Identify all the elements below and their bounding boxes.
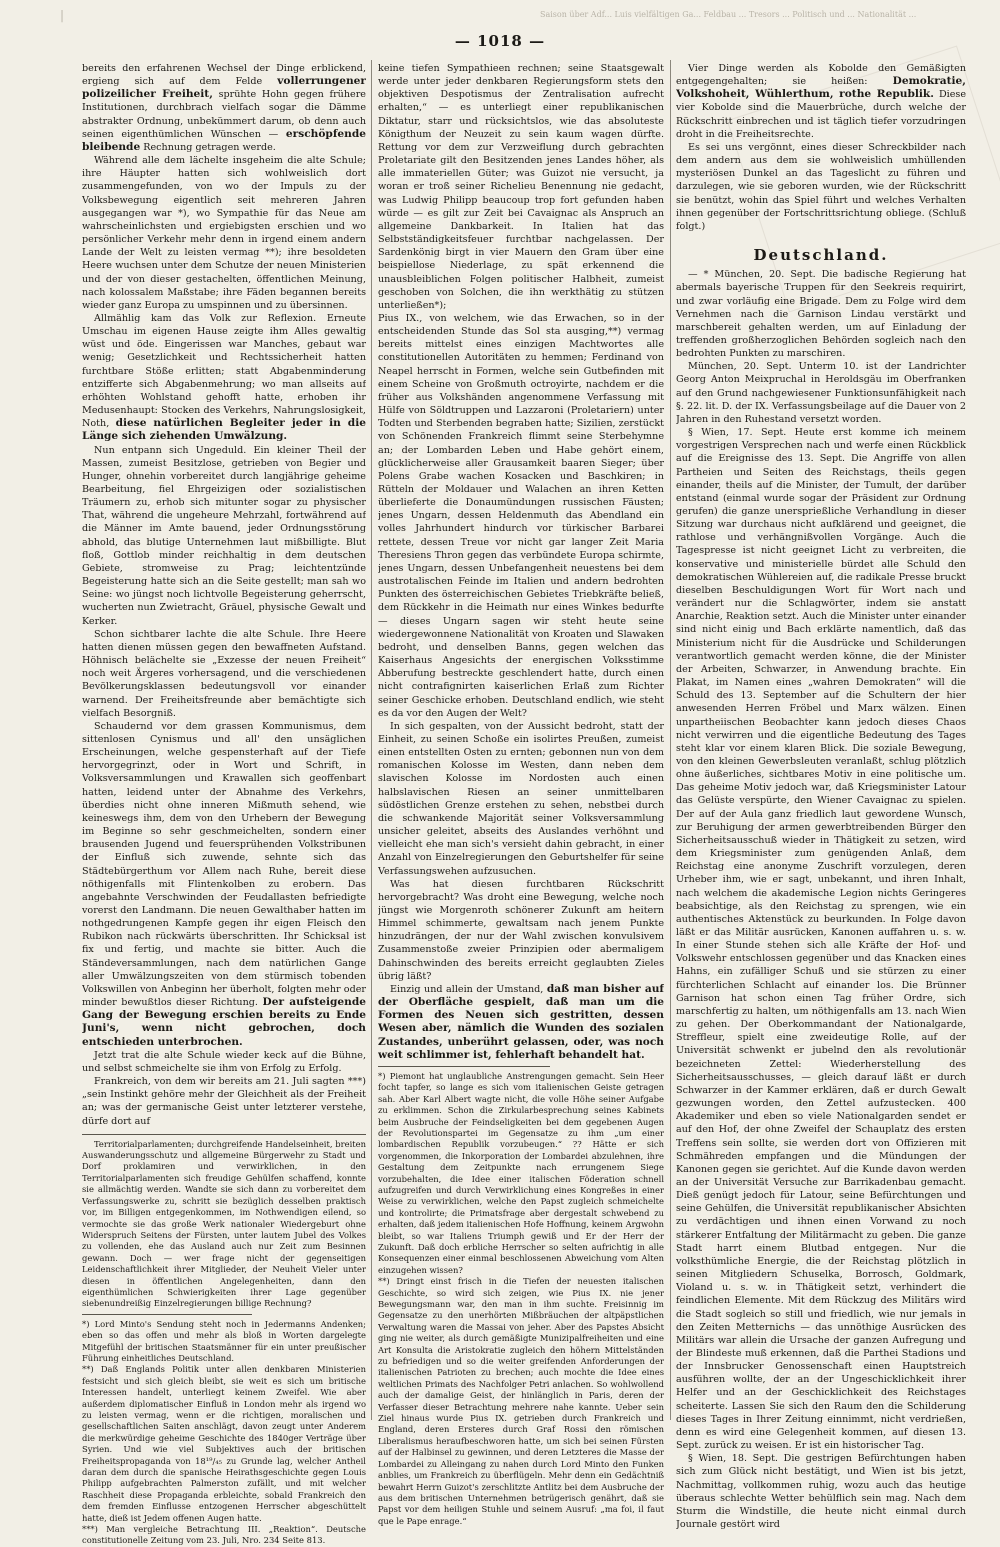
paragraph (676, 62, 966, 141)
text-run: Vier Dinge werden als Kobolde den Gemäßigten entgegengehalten; sie heißen: (676, 63, 966, 88)
paragraph (676, 141, 966, 233)
paragraph: Was hat diesen furchtbaren Rückschritt hervorgebracht? Was droht eine Bewegung, welche noch jüngst wie Morgenroth schönerer Zukunft am heitern Himmel schimmerte, gewaltsam nach jenem Punkte hinzudrängen, der nur der Wahl zwischen konvulsivem Zusammenstoße zweier Prinzipien oder abermaligem Dahinschwinden des bereits erreicht geglaubten Zieles übrig läßt? (378, 878, 664, 982)
news-item: — * München, 20. Sept. Die badische Regierung hat abermals bayerische Truppen für den Seekreis requirirt, und zwar vorläufig eine Brigade. Dem zu Folge wird dem Vernehmen nach die Garnison Lindau verstärkt und marschbereit gehalten werden, um auf Einladung der treffenden großherzoglichen Behörden sogleich nach den bedrohten Punkten zu marschiren. (676, 269, 966, 360)
column-2 (378, 62, 664, 1527)
paragraph: Jetzt trat die alte Schule wieder keck auf die Bühne, und selbst schmeichelte sie ihm von Erfolg zu Erfolg. (82, 1049, 366, 1074)
continuation-note: (Schluß folgt.) (676, 207, 966, 232)
footnote: **) Dringt einst frisch in die Tiefen der neuesten italischen Geschichte, so wird sich zeigen, wie Pius IX. nie jener Bewegungsmann war, den man in ihm suchte. Freisinnig im Gegensatze zu den unerhörten Mißbräuchen der altpäpstlichen Verwaltung waren die Massai von jeher. Aber des Papstes Absicht ging nie weiter, als durch gemäßigte Munizipalfreiheiten und eine Art Konsulta die Aristokratie zugleich den höhern Mittelständen zu befriedigen und so die weiter greifenden Anforderungen der italienischen Patrioten zu brechen; auch mochte die Idee eines weltlichen Primats des Nachfolger Petri anlachen. So wohlwollend auch der damalige Geist, der hinlänglich in Paris, deren der Verfasser dieser Betrachtung mehrere nahe kannte. Ueber sein Ziel hinaus wurde Pius IX. getrieben durch Frankreich und England, deren Ersteres durch Graf Rossi den römischen Liberalismus heraufbeschworen hatte, um sich bei seinen Fürsten auf der Halbinsel zu gewinnen, und deren Letzteres die Masse der Lombardei zu Alleingang zu nahen durch Lord Minto den Funken anblies, um Frankreich zu überflügeln. Mehr denn ein Gedächtniß bewahrt Herrn Guizot's zerschlitzte Antlitz bei dem Ausbruche der aus dem britischen Unternehmen betrügerisch genährt, daß sie Papst vor dem heiligen Stuhle und seinem Ausruf: „ma foi, il faut que le Pape enrage.“ (378, 1276, 664, 1526)
emphasis-text: erschöpfende bleibende (82, 127, 366, 153)
section-heading: Deutschland. (753, 246, 889, 265)
paragraph: Während alle dem lächelte insgeheim die alte Schule; ihre Häupter hatten sich wohlweislich dort zusammengefunden, von wo der Impuls zu der Volksbewegung eigentlich seit mehreren Jahren ausgegangen war *), wo Sympathie für das Neue am wahrscheinlichsten und ergiebigsten erschien und wo persönlicher Verkehr mehr denn in irgend einem andern Lande der Welt zu leisten vermag **); ihre besoldeten Heere wuchsen unter dem Schutze der neuen Ministerien und der von dieser gestachelten, öffentlichen Meinung, nach kolossalem Maßstabe; ihre Fäden begannen bereits wieder ganz Europa zu umspinnen und zu übersinnen. (82, 155, 366, 311)
bleed-through-text: Saison über Adf... Luis vielfältigen Ga... Feldbau ... Tresors ... Politisch und ... Nationalität ... (540, 10, 917, 19)
emphasis-text: daß man bisher auf der Oberfläche gespielt, daß man um die Formen des Neuen sich gestritten, dessen Wesen aber, nämlich die Wunden des sozialen Zustandes, unberührt gelassen, oder, was noch weit schlimmer ist, fehlerhaft behandelt hat. (378, 982, 664, 1061)
news-item: § Wien, 17. Sept. Heute erst komme ich meinem vorgestrigen Versprechen nach und werfe einen Rückblick auf die Ereignisse des 13. Sept. Die Angriffe von allen Partheien und Seiten des Reichstags, theils gegen einander, theils auf die Minister, der Tumult, der darüber entstand (einmal wurde sogar der Präsident zur Ordnung gerufen) die ganze unersprießliche Verhandlung in dieser Sitzung war durchaus nicht aufklärend und geeignet, die rathlose und verhängnißvollen Vorgänge. Auch die Tagespresse ist nicht geeignet Licht zu verbreiten, die konservative und ministerielle bürdet alle Schuld den demokratischen Wühlereien auf, die radikale Presse bruckt dieselben Beschuldigungen Wort für Wort nach und verändert nur die Schlagwörter, indem sie anstatt Anarchie, Reaktion setzt. Auch die Minister unter einander sind nicht einig und Bach erklärte namentlich, daß das Ministerium nicht für die Ausdrücke und Schilderungen verantwortlich gemacht werden könne, die der Minister der Arbeiten, Schwarzer, in Anwendung brachte. Ein Plakat, im Namen eines „wahren Demokraten“ will die Schuld des 13. September auf die Schultern der hier anwesenden Herren Fröbel und Marx wälzen. Einen unpartheiischen Beobachter kann jedoch dieses Chaos nicht verwirren und die eigentliche Bedeutung des Tages steht klar vor einem klaren Blick. Die soziale Bewegung, von den kleinen Gewerbsleuten veranlaßt, schlug plötzlich ohne äußerliches, sichtbares Motiv in eine politische um. Das geheime Motiv jedoch war, daß Kriegsminister Latour das Gelüste verspürte, den Wiener Cavaignac zu spielen. Der auf der Aula ganz friedlich laut gewordene Wunsch, zur Beruhigung der armen gewerbtreibenden Bürger den Sicherheitsausschuß wieder in Thätigkeit zu setzen, wird dem Kriegsminister zum genügenden Anlaß, dem Reichstag eine anonyme Zuschrift vorzulegen, deren Urheber ihm, wie er sagt, unbekannt, und ihren Inhalt, nach welchem die akademische Legion nichts Geringeres beabsichtige, als den Reichstag zu sprengen, wie ein authentisches Aktenstück zu beurkunden. In Folge davon läßt er das Militär ausrücken, Kanonen auffahren u. s. w. In einer Stunde stehen sich alle Kräfte der Hof- und Volkswehr entschlossen gegenüber und das Knacken eines Hahns, ein zufälliger Schuß und sie stürzen zu einer fürchterlichen Schlacht auf einander los. Die Brünner Garnison hat schon einen Tag früher Ordre, sich marschfertig zu halten, um nöthigenfalls am 13. nach Wien zu gehen. Der Oberkommandant der Nationalgarde, Streffleur, spielt eine zweideutige Rolle, auf der Universität schwenkt er jubelnd den als revolutionär bezeichneten Zettel: Wiederherstellung des Sicherheitsausschusses, — gleich darauf läßt er durch Schwarzer in der Kammer erklären, daß er durch Gewalt gezwungen worden, den Zettel aufzustecken. 400 Akademiker und eben so viele Nationalgarden sendet er auf den Hof, der ohne Zweifel der Schauplatz des ersten Treffens sein sollte, sie werden dort von Offizieren mit Schmähreden empfangen und die Mündungen der Kanonen gegen sie gerichtet. Auf die Kunde davon werden an der Universität Versuche zur Barrikadenbau gemacht. Dieß genügt jedoch für Latour, seine Befürchtungen und seine Gehülfen, die Universität republikanischer Absichten zu verdächtigen und ihnen einen Vorwand zu noch stärkerer Entfaltung der Militärmacht zu geben. Die ganze Stadt harrt einem Blutbad entgegen. Nur die volksthümliche Energie, die der Reichstag plötzlich in seinen Mitgliedern Schuselka, Borrosch, Goldmark, Violand u. s. w. in Thätigkeit setzt, verhindert die feindlichen Elemente. Mit dem Rückzug des Militärs wird die Stadt sogleich so still und friedlich, wie nur jemals in den Zeiten Metternichs — das unnöthige Ausrücken des Militärs war allein die Ursache der ganzen Aufregung und der Blindeste muß erkennen, daß die Parthei Stadions und der Innsbrucker Genossenschaft einen Hauptstreich ausführen wollte, der an der Ungeschicklichkeit ihrer Helfer und an der Geschicklichkeit des Reichstages scheiterte. Lassen Sie sich den Raum den die Schilderung dieses Tages in Ihrer Zeitung einnimmt, nicht verdrießen, denn es wird eine Gelegenheit kommen, auf diesen 13. Sept. zurück zu weisen. Er ist ein historischer Tag. (676, 427, 966, 1452)
emphasis-text: vollerrungener polizeilicher Freiheit, (82, 75, 366, 101)
text-run: Diese vier Kobolde sind die Mauerbrüche, durch welche der Rückschritt einbrechen und ist täglich tiefer vorzudringen droht in die Freiheitsrechte. (676, 89, 966, 140)
footnote: ***) Man vergleiche Betrachtung III. „Reaktion“. Deutsche constitutionelle Zeitung vom 23. Juli, Nro. 234 Seite 813. (82, 1524, 366, 1546)
column-1 (82, 62, 366, 1547)
text-run: sprühte Hohn gegen frühere Institutionen, durchbrach vielfach sogar die Dämme abstrakter Ordnung, unbekümmert darum, ob denn auch seinen eigenthümlichen Wünschen — (82, 89, 366, 140)
paragraph: Schon sichtbarer lachte die alte Schule. Ihre Heere hatten dienen müssen gegen den bewaffneten Aufstand. Höhnisch belächelte sie „Exzesse der neuen Freiheit“ noch weit Ärgeres vorhersagend, und die verschiedenen Bevölkerungsklassen bedeutungsvoll vor einander warnend. Der Freiheitsfreunde aber bemächtigte sich vielfach Besorgniß. (82, 628, 366, 719)
footnote: **) Daß Englands Politik unter allen denkbaren Ministerien festsicht und sich gleich bleibt, sie weit es sich um britische Interessen handelt, unterliegt keinem Zweifel. Wie aber außerdem diplomatischer Einfluß in London mehr als irgend wo zu leisten vermag, wenn er die richtigen, moralischen und gesellschaftlichen Saiten anschlägt, davon zeugt unter Anderem die merkwürdige geheime Geschichte des 1840ger Verträge über Syrien. Und wie viel Subjektives auch der britischen Freiheitspropaganda von 18¹⁹/₄₅ zu Grunde lag, welcher Antheil daran dem durch die spanische Heirathsgeschichte gegen Louis Philipp aufgebrachten Palmerston zufällt, und mit welcher Raschheit diese Propaganda erbleichte, sobald Frankreich den dem fremden Einflusse entzogenen Herrscher abgeschüttelt hatte, dieß ist Jedem offenen Augen hatte. (82, 1364, 366, 1523)
text-run: Rechnung getragen werde. (143, 141, 276, 153)
paragraph: keine tiefen Sympathieen rechnen; seine Staatsgewalt werde unter jeder denkbaren Regierungsform stets den objektiven Despotismus der Zentralisation aufrecht erhalten,“ — es unterliegt einer republikanischen Diktatur, starr und rücksichtslos, wie das absoluteste Königthum der Neuzeit zu sein kaum wagen dürfte. Rettung vor dem zur Verzweiflung durch gebrachten Proletariate gilt den Besitzenden jenes Landes höher, als alle immateriellen Güter; was Guizot nie versucht, ja woran er troß seiner Richelieu Benennung nie gedacht, was Ludwig Philipp beaucoup trop fort gefunden haben würde — es gilt zur Zeit bei Cavaignac als Anspruch an allgemeine Dankbarkeit. In Italien hat das Selbstständigkeitsfeuer furchtbar nachgelassen. Der Sardenkönig birgt in vier Mauern den Gram über eine beispiellose Niederlage, zu spät erkennend die unausbleiblichen Folgen politischer Halbheit, zumeist geschoben von Solchen, die ihn werkthätig zu stützen unterließen*); (378, 63, 664, 311)
paragraph (82, 62, 366, 154)
news-item: § Wien, 18. Sept. Die gestrigen Befürchtungen haben sich zum Glück nicht bestätigt, und Wien ist bis jetzt, Nachmittag, vollkommen ruhig, wozu auch das heutige überaus schlechte Wetter behülflich sein mag. Nach dem Sturm die Windstille, die heute nicht einmal durch Journale gestört wird (676, 1453, 966, 1531)
footnote-divider (82, 1134, 366, 1135)
column-3 (676, 62, 966, 1531)
emphasis-text: Demokratie, Volkshoheit, Wühlerthum, rothe Republik. (676, 75, 966, 101)
footnote: *) Lord Minto's Sendung steht noch in Jedermanns Andenken; eben so das offen und mehr als bloß in Worten dargelegte Mitgefühl der britischen Staatsmänner für ein unter preußischer Führung einheitliches Deutschland. (82, 1318, 366, 1363)
paragraph (378, 983, 664, 1062)
paragraph (82, 312, 366, 444)
paragraph: Nun entpann sich Ungeduld. Ein kleiner Theil der Massen, zumeist Besitzlose, getrieben von Begier und Hunger, ohnehin vorbereitet durch langjährige geheime Bearbeitung, fiel Ehrgeizigen oder sozialistischen Träumern zu, erhob sich mitunter sogar zu physischer That, während die ungeheure Mehrzahl, fortwährend auf die Männer im Amte bauend, jeder Ordnungsstörung abhold, das blutige Unternehmen laut mißbilligte. Blut floß, Gottlob minder reichhaltig in dem deutschen Gebiete, stromweise zu Prag; leichtentzünde Begeisterung hatte sich an die Seite gestellt; man sah wo Seine: wo jüngst noch lichtvolle Begeisterung geherrscht, wucherten nun Zwietracht, Gräuel, physische Gewalt und Kerker. (82, 444, 366, 627)
page-number: — 1018 — (454, 32, 546, 50)
text-run: Es sei uns vergönnt, eines dieser Schreckbilder nach dem andern aus dem sie wohlweislich umhüllenden mysteriösen Dunkel an das Tageslicht zu führen und darzulegen, wie sie geboren wurden, wie der Rückschritt sie benützt, wohin das Spiel führt und welches Verhalten ihnen gegenüber der Fortschrittsrichtung obliege. (676, 141, 966, 219)
text-run: bereits den erfahrenen Wechsel der Dinge erblickend, ergieng sich auf dem Felde (82, 63, 366, 88)
column-rule (670, 60, 671, 1420)
text-run: Einzig und allein der Umstand, (390, 983, 544, 995)
column-rule (371, 60, 372, 1420)
footnote-divider (82, 1314, 252, 1315)
text-run: Allmählig kam das Volk zur Reflexion. Erneute Umschau im eigenen Hause zeigte ihm Alles gewaltig wüst und öde. Eingerissen war Manches, gebaut war wenig; Gesetzlichkeit und Rechtssicherheit hatten furchtbare Stöße erlitten; statt Abgabenminderung entzifferte sich Abgabenmehrung; wo man allseits auf erhöhten Wohlstand gehofft hatte, erhoben ihr Medusenhaupt: Stocken des Verkehrs, Nahrungslosigkeit, Noth, (82, 312, 366, 430)
footnote-divider (378, 1066, 550, 1067)
emphasis-text: diese natürlichen Begleiter jeder in die Länge sich ziehenden Umwälzung. (82, 417, 366, 443)
paragraph: Frankreich, von dem wir bereits am 21. Juli sagten ***) „sein Instinkt gehöre mehr der Gleichheit als der Freiheit an; was der germanische Geist unter letzterer verstehe, dürfe dort auf (82, 1076, 366, 1127)
text-run: Schaudernd vor dem grassen Kommunismus, dem sittenlosen Cynismus und all' den unsäglichen Erscheinungen, welche gespensterhaft auf der Tiefe hervorgegrinzt, oder in Wort und Schrift, in Volksversammlungen und Krawallen sich geoffenbart hatten, leidend unter der Abnahme des Verkehrs, überdies nicht ohne inneren Mißmuth sehend, wie keineswegs ihm, dem von den Urhebern der Bewegung im Beginne so sehr geschmeichelten, sondern einer brausenden Jugend und feuersprühenden Volkstribunen der Einfluß sich zuwende, sehnte sich das Städtebürgerthum vor Allem nach Ruhe, bereit diese nöthigenfalls mit Flintenkolben zu erobern. Das angebahnte Verschwinden der Feudallasten befriedigte vorerst den Landmann. Die neuen Gewalthaber hatten im nothgedrungenen Kampfe gegen ihr eigen Fleisch den Rubikon nach rückwärts überschritten. Ihr Schicksal ist fix und fertig, und machte sie bitter. Auch die Ständeversammlungen, nach dem natürlichen Gange aller Umwälzungszeiten von dem stürmisch tobenden Volkswillen von Anbeginn her überholt, folgten mehr oder minder bewußtlos dieser Richtung. (82, 720, 366, 1009)
news-item: München, 20. Sept. Unterm 10. ist der Landrichter Georg Anton Meixpruchal in Heroldsgäu im Oberfranken auf den Grund nachgewiesener Funktionsunfähigkeit nach §. 22. lit. D. der IX. Verfassungsbeilage auf die Dauer von 2 Jahren in den Ruhestand versetzt worden. (676, 361, 966, 425)
paragraph: Pius IX., von welchem, wie das Erwachen, so in der entscheidenden Stunde das Sol sta ausging,**) vermag bereits mittelst eines einzigen Machtwortes alle constitutionellen Autoritäten zu hemmen; Ferdinand von Neapel herrscht in Formen, welche sein Gutbefinden mit einem Scheine von Großmuth octroyirte, nachdem er die früher aus Volkshänden angenommene Verfassung mit Hülfe von Söldtruppen und Lazzaroni (Proletariern) unter Todten und Sterbenden begraben hatte; Sizilien, zerstückt von Schönenden Frankreich flimmt seine Sterbehymne an; der Lombarden Leben und Habe gehört einem, glücklicherweise aller Grausamkeit baaren Sieger; über Polens Grabe wachen Kosacken und Baschkiren; in Rütteln der Moldauer und Walachen an ihren Ketten überlieferte die Donaumündungen russischen Fäusten; jenes Ungarn, dessen Heldenmuth das Abendland ein volles Jahrhundert hindurch vor türkischer Barbarei rettete, dessen Treue vor nicht gar langer Zeit Maria Theresiens Thron gegen das verbündete Europa schirmte, jenes Ungarn, dessen Unbefangenheit neuestens bei dem austrotalischen Feinde im Italien und andern bedrohten Punkten des österreichischen Gebietes Triebkräfte beließ, dem Rückkehr in die Heimath nur eines Winkes bedurfte — dieses Ungarn sagen wir steht heute seine wiedergewonnene Nationalität von Kroaten und Slawaken bedroht, und denselben Banns, gegen welchen das Kaiserhaus Angesichts der energischen Volksstimme Abberufung bestreckte geschlendert hatte, durch einen nicht contrafignirten kaiserlichen Erlaß zum Richter seiner Geschicke erhoben. Deutschland endlich, wie steht es da vor den Augen der Welt? (378, 312, 664, 719)
bleed-through-text: | (60, 8, 65, 22)
footnote: Territorialparlamenten; durchgreifende Handelseinheit, breiten Auswanderungsschutz und allgemeine Bürgerwehr zu Stadt und Dorf proklamiren und verwirklichen, in den Territorialparlamenten sich freudige Gehülfen schaffend, konnte sie allmächtig werden. Wandte sie sich dann zu vorbereitet dem Verfassungswerke zu, schritt sie bezüglich desselben praktisch vor, im Billigen entgegenkommen, im Nothwendigen eilend, so vermochte sie das große Werk nationaler Wiedergeburt ohne Widerspruch Seitens der Fürsten, unter lautem Jubel des Volkes zu vollenden, ehe das Ausland auch nur Zeit zum Besinnen gewann. Doch — wer frage nicht der gegenseitigen Leidenschaftlichkeit ihrer Mitglieder, der Neuheit Vieler unter diesen in öffentlichen Angelegenheiten, dann den eigenthümlichen Schwierigkeiten ihrer Lage gegenüber siebenundreißig Einzelregierungen billige Rechnung? (82, 1138, 366, 1309)
paragraph: In sich gespalten, von der Aussicht bedroht, statt der Einheit, zu seinen Schoße ein isolirtes Preußen, zumeist einen entstellten Osten zu ernten; gebonnen nun von dem romanischen Kolosse im Westen, dann neben dem slavischen Kolosse im Nordosten auch einen halbslavischen Riesen an seiner unmittelbaren südöstlichen Grenze erstehen zu sehen, nebstbei durch die schwankende Majorität seiner Volksversammlung unsicher geleitet, abseits des Auslandes verhöhnt und vielleicht ehe man sich's versieht dahin gebracht, in einer Anzahl von Einzelregierungen den Geburtshelfer für seine Verfassungswehen aufzusuchen. (378, 720, 664, 877)
paragraph (82, 720, 366, 1049)
footnote: *) Piemont hat unglaubliche Anstrengungen gemacht. Sein Heer focht tapfer, so lange es sich vom italienischen Geiste getragen sah. Aber Karl Albert wagte nicht, die volle Höhe seiner Aufgabe zu erklimmen. Schon die Zirkularbesprechung seines Kabinets beim Ausbruche der Feindseligkeiten bei dem gegebenen Augen der Revolutionspartei im Gegensatze zu ihm „um einer lombardischen Republik vorzubeugen.“ ?? Hätte er sich vorgenommen, die Inkorporation der Lombardei abzulehnen, ihre Gestaltung dem Zeitpunkte nach errungenem Siege vorzubehalten, die Idee einer italischen Föderation schnell aufzugreifen und durch Verwirklichung eines Kongreßes in einer Weise zu verwirklichen, welche den Papst zugleich schmeichelte und kontrolirte; die Primatsfrage aber dergestalt schwebend zu erhalten, daß jedem italienischen Hofe Hoffnung, keinem Argwohn bleibt, so war Italiens Triumph gewiß und Er der Herr der Zukunft. Daß doch erbliche Herrscher so selten aufrichtig in alle Konsequenzen einer einmal beschlossenen Abweichung vom Alten einzugehen wissen? (378, 1070, 664, 1275)
emphasis-text: Der aufsteigende Gang der Bewegung erschien bereits zu Ende Juni's, wenn nicht gebrochen, doch entschieden unterbrochen. (82, 996, 366, 1048)
